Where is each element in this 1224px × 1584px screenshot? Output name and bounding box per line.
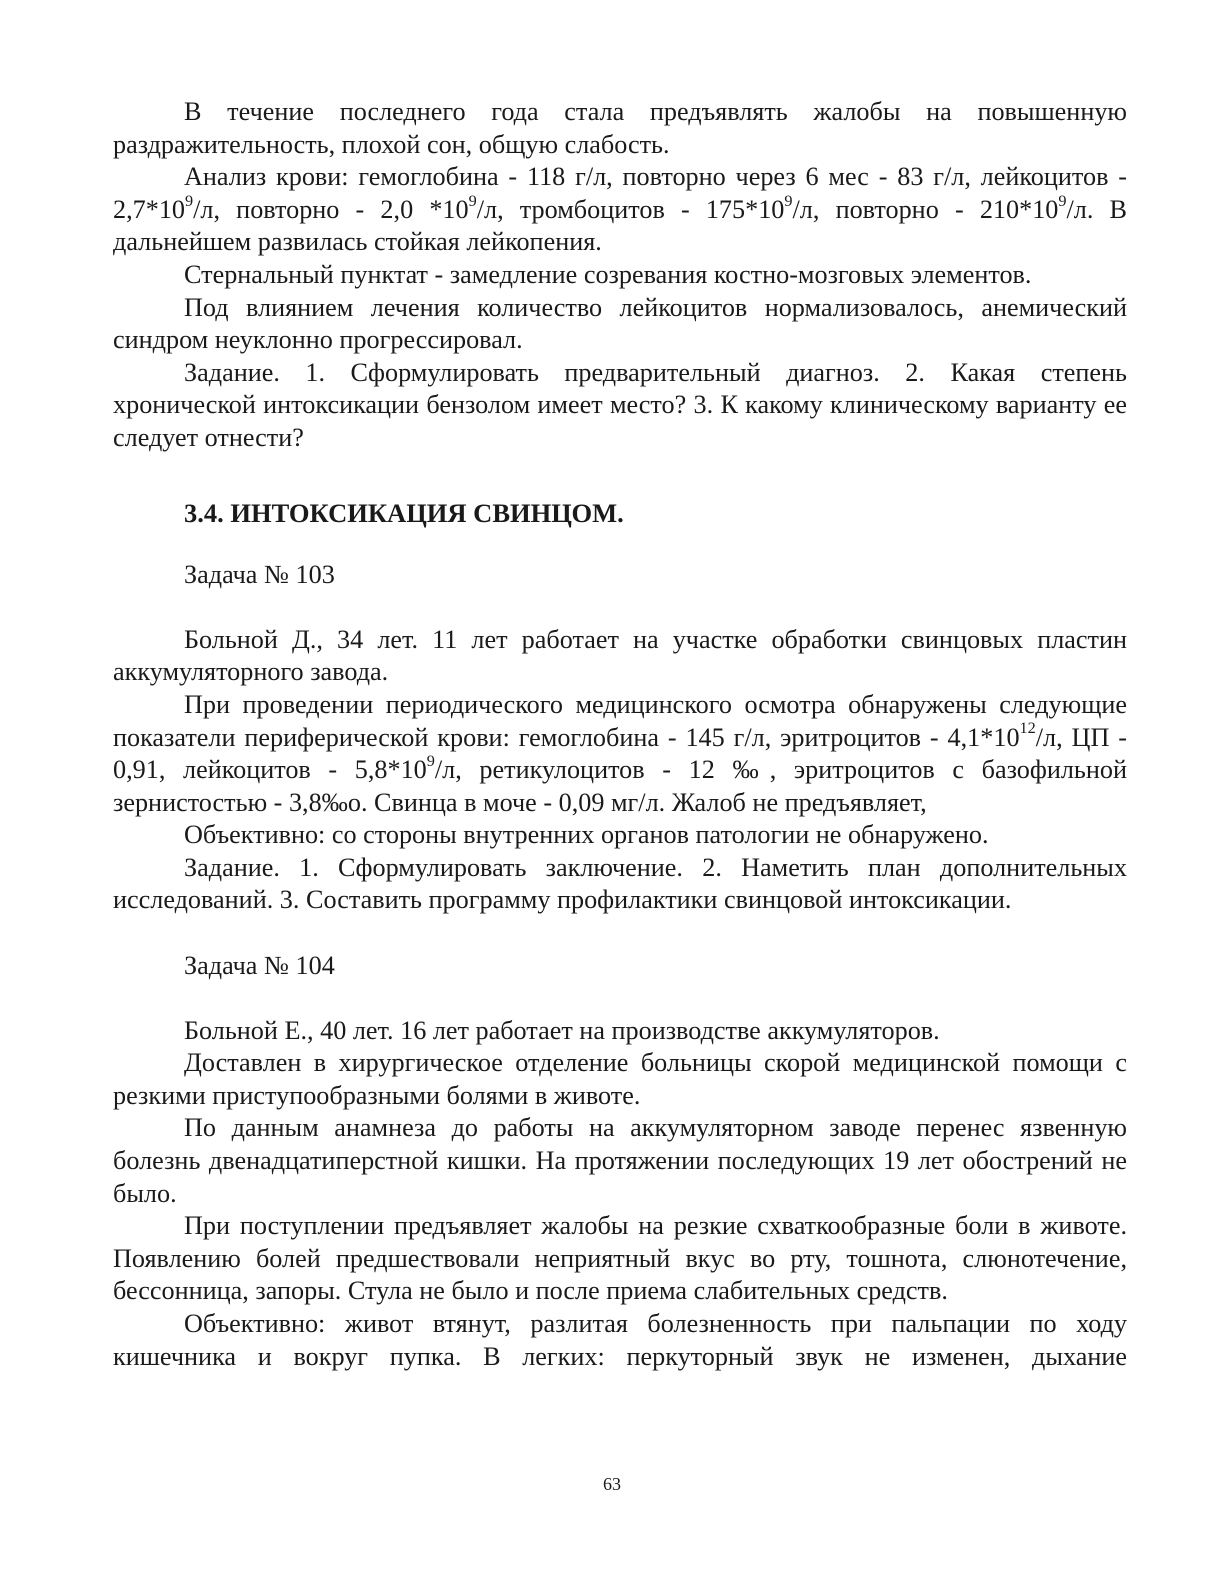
superscript: 12 [1019, 719, 1036, 738]
superscript: 9 [426, 751, 435, 770]
text-run: Анализ крови: гемоглобина - 118 г/л, повторно через 6 мес - 83 г/л, лейкоцитов - 2,7*10 [113, 162, 1127, 224]
paragraph: Больной Е., 40 лет. 16 лет работает на производстве аккумуляторов. [184, 1015, 940, 1045]
paragraph: Объективно: живот втянут, разлитая болезненность при пальпации по ходу кишечника и вокруг пупка. В легких: перкуторный звук не изменен, дыхание [113, 1309, 1127, 1371]
paragraph: При поступлении предъявляет жалобы на резкие схваткообразные боли в животе. Появлению болей предшествовали неприятный вкус во рту, тошнота, слюнотечение, бессонница, запоры. Стула не было и после приема слабительных средств. [113, 1211, 1127, 1306]
paragraph: Доставлен в хирургическое отделение больницы скорой медицинской помощи с резкими приступообразными болями в животе. [113, 1048, 1127, 1110]
paragraph: Стернальный пунктат - замедление созревания костно-мозговых элементов. [184, 259, 1032, 289]
superscript: 9 [784, 191, 793, 210]
paragraph: В течение последнего года стала предъявлять жалобы на повышенную раздражительность, плохой сон, общую слабость. [113, 97, 1127, 159]
text-run: /л, ЦП - 0,91, лейкоцитов - 5,8*10 [113, 722, 1127, 785]
paragraph: Объективно: со стороны внутренних органов патологии не обнаружено. [184, 820, 989, 850]
text-run: /л, повторно - 210*10 [792, 194, 1059, 224]
task-assignment-paragraph: Задание. 1. Сформулировать заключение. 2. Наметить план дополнительных исследований. 3. Составить программу профилактики свинцовой интоксикации. [113, 852, 1127, 915]
blood-indicators-paragraph [113, 689, 1127, 819]
task-title: Задача № 104 [184, 951, 335, 981]
superscript: 9 [185, 191, 194, 210]
text-run: /л, ретикулоцитов - 12 ‰, эритроцитов с базофильной зернистостью - 3,8‰о. Свинца в моче - 0,09 мг/л. Жалоб не предъявляет, [113, 755, 1128, 817]
section-heading: 3.4. ИНТОКСИКАЦИЯ СВИНЦОМ. [184, 497, 624, 528]
task-assignment-paragraph: Задание. 1. Сформулировать предварительный диагноз. 2. Какая степень хронической интоксикации бензолом имеет место? 3. К какому клиническому варианту ее следует отнести? [113, 357, 1127, 452]
document-page [113, 96, 1127, 1373]
blood-test-paragraph [113, 161, 1127, 259]
text-run: /л, тромбоцитов - 175*10 [476, 194, 785, 224]
paragraph: По данным анамнеза до работы на аккумуляторном заводе перенес язвенную болезнь двенадцатиперстной кишки. На протяжении последующих 19 лет обострений не было. [113, 1113, 1127, 1208]
task-title: Задача № 103 [184, 560, 335, 590]
text-run: /л. В дальнейшем развилась стойкая лейкопения. [113, 194, 1128, 257]
superscript: 9 [468, 191, 477, 210]
page-number: 63 [603, 1474, 621, 1494]
paragraph: Больной Д., 34 лет. 11 лет работает на участке обработки свинцовых пластин аккумуляторного завода. [113, 624, 1127, 687]
text-run: При проведении периодического медицинского осмотра обнаружены следующие показатели периферической крови: гемоглобина - 145 г/л, эритроцитов - 4,1*10 [113, 689, 1127, 752]
text-run: /л, повторно - 2,0 *10 [193, 194, 469, 224]
paragraph: Под влиянием лечения количество лейкоцитов нормализовалось, анемический синдром неуклонно прогрессировал. [113, 292, 1127, 355]
superscript: 9 [1058, 191, 1067, 210]
